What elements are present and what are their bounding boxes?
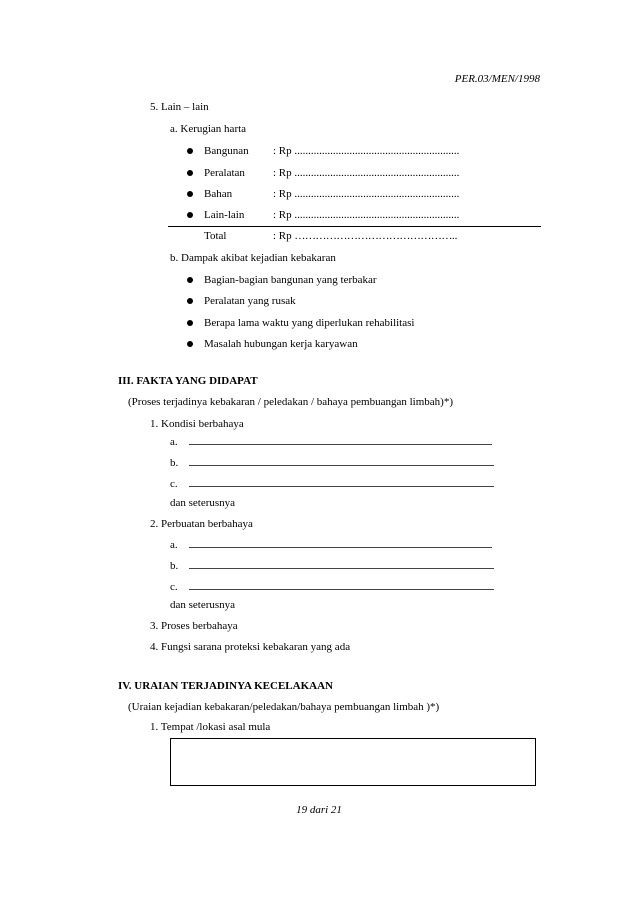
asset-value: : Rp ............................................................ [273, 209, 460, 221]
asset-name: Peralatan [204, 167, 245, 179]
fill-in-line [189, 486, 494, 487]
bullet-icon [187, 191, 193, 197]
fill-in-line [189, 589, 494, 590]
section-3-title: III. FAKTA YANG DIDAPAT [118, 375, 258, 387]
page-number: 19 dari 21 [296, 804, 342, 816]
section-4-title: IV. URAIAN TERJADINYA KECELAKAAN [118, 680, 333, 692]
section-4-subtitle: (Uraian kejadian kebakaran/peledakan/bahaya pembuangan limbah )*) [128, 701, 440, 713]
dampak-item: Berapa lama waktu yang diperlukan rehabilitasi [204, 317, 415, 329]
bullet-icon [187, 170, 193, 176]
kondisi-berbahaya-label: 1. Kondisi berbahaya [150, 418, 244, 430]
asset-value: : Rp ............................................................ [273, 167, 460, 179]
dan-seterusnya: dan seterusnya [170, 497, 236, 509]
line-letter: a. [170, 539, 178, 551]
fill-in-line [189, 444, 492, 445]
fill-in-line [189, 568, 494, 569]
bullet-icon [187, 320, 193, 326]
bullet-icon [187, 298, 193, 304]
bullet-icon [187, 148, 193, 154]
bullet-icon [187, 341, 193, 347]
total-separator-line [168, 226, 541, 227]
line-letter: a. [170, 436, 178, 448]
section-3-subtitle: (Proses terjadinya kebakaran / peledakan / bahaya pembuangan limbah)*) [128, 396, 453, 408]
document-reference: PER.03/MEN/1998 [454, 73, 540, 85]
total-label: Total [204, 230, 227, 242]
perbuatan-berbahaya-label: 2. Perbuatan berbahaya [150, 518, 253, 530]
asset-name: Bangunan [204, 145, 249, 157]
line-letter: c. [170, 478, 178, 490]
asset-value: : Rp ............................................................ [273, 145, 460, 157]
tempat-lokasi-label: 1. Tempat /lokasi asal mula [150, 721, 271, 733]
dampak-label: b. Dampak akibat kejadian kebakaran [170, 252, 336, 264]
section-5-title: 5. Lain – lain [150, 101, 209, 113]
bullet-icon [187, 277, 193, 283]
line-letter: c. [170, 581, 178, 593]
line-letter: b. [170, 560, 179, 572]
fill-in-line [189, 465, 494, 466]
tempat-lokasi-box[interactable] [170, 738, 536, 786]
line-letter: b. [170, 457, 179, 469]
asset-name: Lain-lain [204, 209, 245, 221]
asset-name: Bahan [204, 188, 233, 200]
dampak-item: Bagian-bagian bangunan yang terbakar [204, 274, 377, 286]
total-value: : Rp ……………………………………….. [273, 230, 458, 242]
dan-seterusnya: dan seterusnya [170, 599, 236, 611]
dampak-item: Masalah hubungan kerja karyawan [204, 338, 358, 350]
dampak-item: Peralatan yang rusak [204, 295, 296, 307]
proses-berbahaya-label: 3. Proses berbahaya [150, 620, 238, 632]
asset-value: : Rp ............................................................ [273, 188, 460, 200]
fill-in-line [189, 547, 492, 548]
kerugian-harta-label: a. Kerugian harta [170, 123, 247, 135]
bullet-icon [187, 212, 193, 218]
fungsi-sarana-label: 4. Fungsi sarana proteksi kebakaran yang ada [150, 641, 351, 653]
